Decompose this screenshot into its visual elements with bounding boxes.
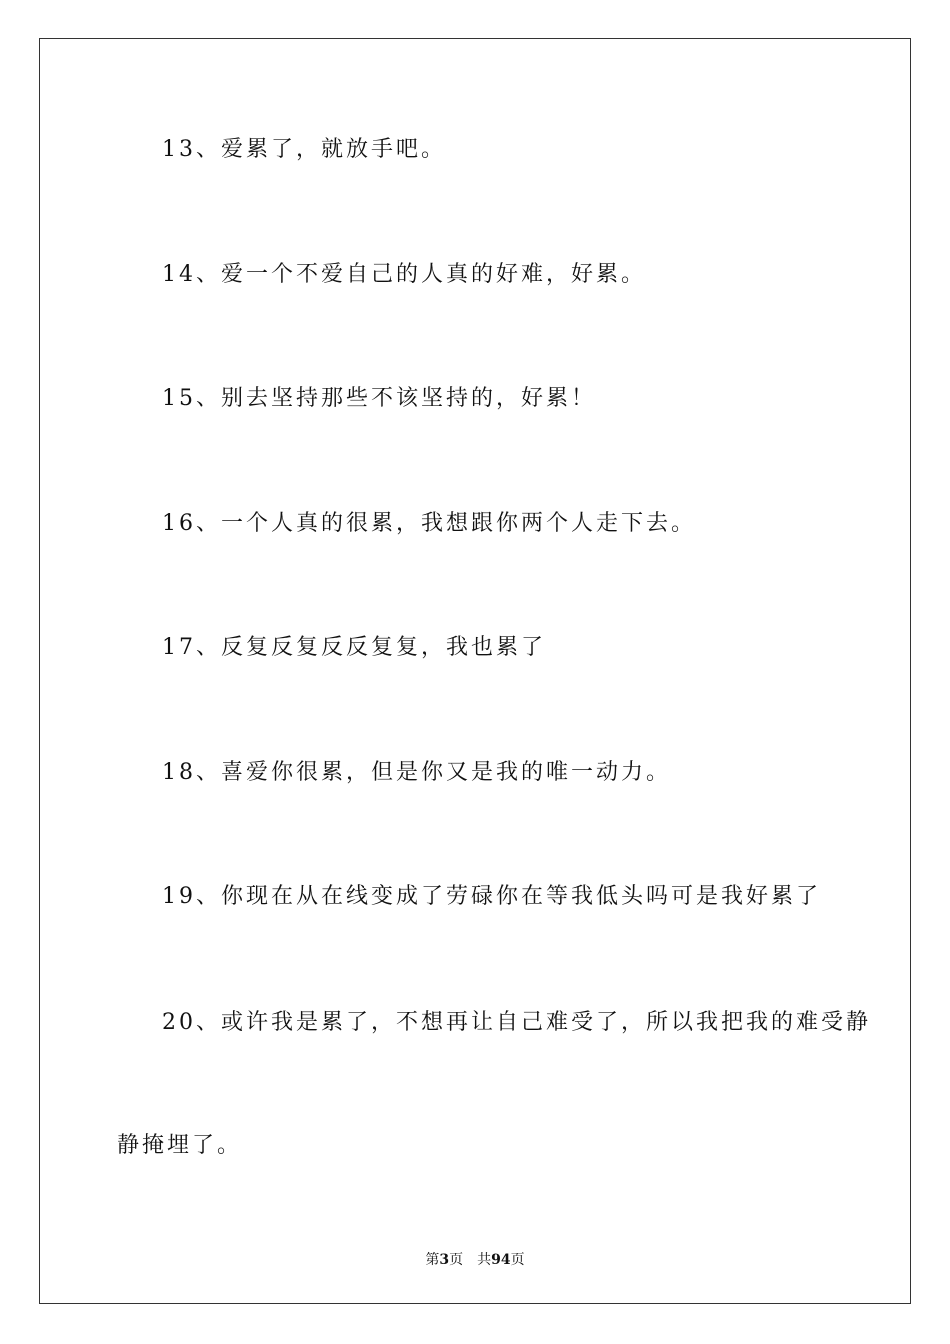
page-border	[39, 38, 911, 1304]
paragraph-13: 13、爱累了，就放手吧。	[162, 137, 446, 162]
total-pages: 94	[491, 1252, 511, 1268]
page-number: 3	[439, 1252, 450, 1268]
total-prefix: 共	[477, 1252, 492, 1268]
paragraph-15: 15、别去坚持那些不该坚持的，好累！	[162, 386, 596, 411]
paragraph-19: 19、你现在从在线变成了劳碌你在等我低头吗可是我好累了	[162, 884, 821, 909]
page-footer	[0, 1249, 950, 1269]
paragraph-18: 18、喜爱你很累，但是你又是我的唯一动力。	[162, 760, 671, 785]
page-prefix: 第	[425, 1252, 440, 1268]
paragraph-14: 14、爱一个不爱自己的人真的好难，好累。	[162, 262, 646, 287]
paragraph-20-continued: 静掩埋了。	[117, 1133, 243, 1158]
total-suffix: 页	[510, 1252, 525, 1268]
paragraph-17: 17、反复反复反反复复，我也累了	[162, 635, 546, 660]
paragraph-16: 16、一个人真的很累，我想跟你两个人走下去。	[162, 511, 696, 536]
paragraph-20: 20、或许我是累了，不想再让自己难受了，所以我把我的难受静	[162, 1010, 871, 1035]
page-suffix: 页	[449, 1252, 464, 1268]
